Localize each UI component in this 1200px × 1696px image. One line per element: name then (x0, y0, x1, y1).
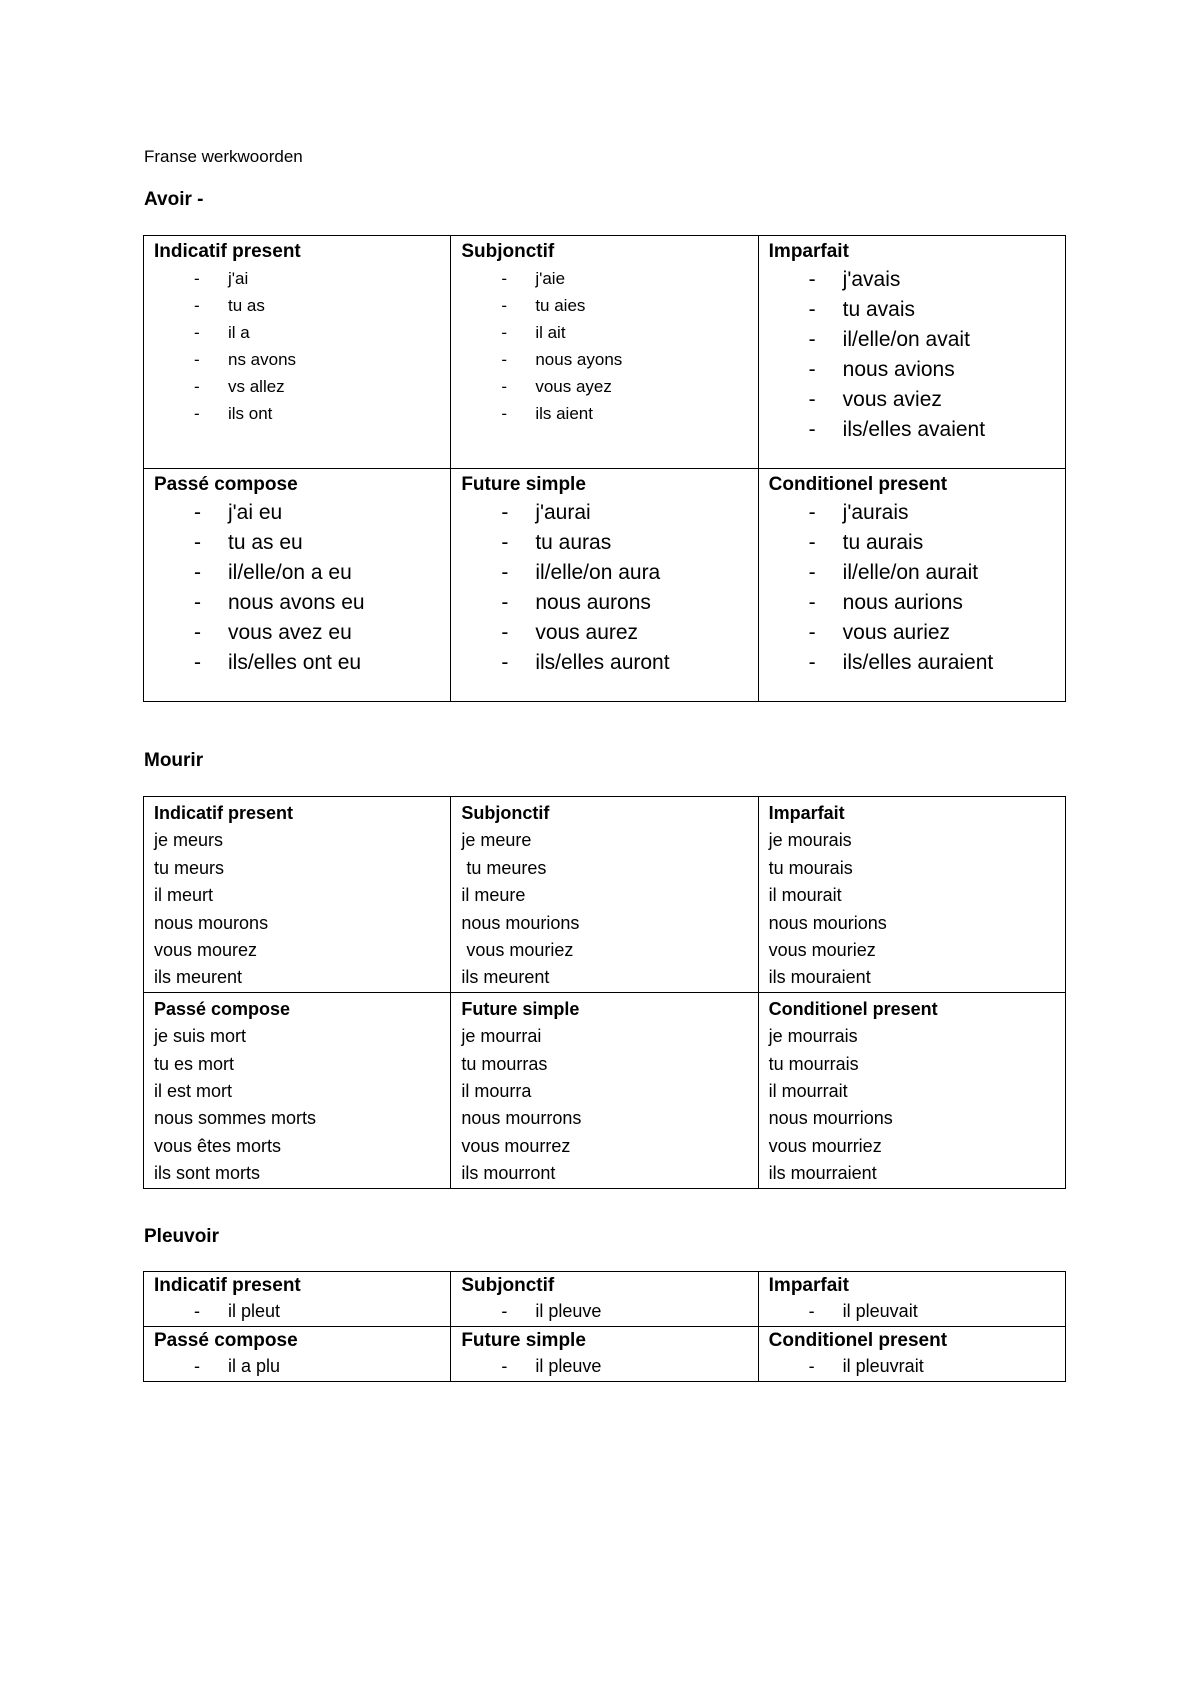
list-item: - tu aurais (769, 528, 1055, 558)
conjugation-list (769, 1353, 1055, 1379)
list-item: il mourrait (768, 1081, 848, 1102)
cell-mourir-subjonctif (451, 797, 758, 993)
list-item: nous mourrons (461, 1108, 582, 1129)
list-item: vous mourrez (461, 1135, 571, 1156)
list-item: vous mourez (154, 940, 258, 961)
tense-title: Indicatif present (154, 803, 294, 823)
heading-mourir: Mourir (144, 750, 204, 771)
list-item: je mourais (768, 830, 852, 851)
cell-pleuvoir-passe (144, 1327, 451, 1382)
tense-title: Subjonctif (461, 803, 550, 823)
list-item: - vous aurez (461, 618, 747, 648)
conjugation-list (461, 1353, 747, 1379)
list-item: il mourra (461, 1081, 532, 1102)
list-item: - ils/elles auront (461, 648, 747, 678)
conjugation-list (461, 1298, 747, 1324)
list-item: - il/elle/on aura (461, 558, 747, 588)
list-item: - il/elle/on aurait (769, 558, 1055, 588)
list-item: - vous avez eu (154, 618, 440, 648)
conjugation-list (154, 1353, 440, 1379)
list-item: - il a (154, 319, 440, 346)
cell-avoir-subjonctif (451, 236, 758, 469)
cell-pleuvoir-futur (451, 1327, 758, 1382)
list-item: nous mourions (461, 912, 580, 933)
tense-title: Imparfait (768, 1275, 849, 1296)
list-item: vous êtes morts (154, 1135, 282, 1156)
conjugation-list (461, 498, 747, 678)
cell-avoir-conditionnel (758, 469, 1065, 702)
table-avoir (143, 235, 1066, 702)
list-item: nous sommes morts (154, 1108, 317, 1129)
list-item: - il/elle/on a eu (154, 558, 440, 588)
cell-mourir-imparfait (758, 797, 1065, 993)
cell-pleuvoir-subjonctif (451, 1272, 758, 1327)
tense-title: Subjonctif (461, 1275, 555, 1296)
list-item: - ils/elles avaient (769, 415, 1055, 445)
list-item: nous mourions (768, 912, 887, 933)
list-item: - ils ont (154, 400, 440, 427)
list-item: - vs allez (154, 373, 440, 400)
list-item: - il pleuve (461, 1353, 747, 1379)
list-item: tu mourrais (768, 1053, 859, 1074)
list-item: - tu as eu (154, 528, 440, 558)
conjugation-list (769, 498, 1055, 678)
list-item: nous mourrions (768, 1108, 893, 1129)
list-item: - ils/elles auraient (769, 648, 1055, 678)
list-item: - nous avions (769, 355, 1055, 385)
heading-avoir: Avoir - (144, 189, 204, 210)
tense-title: Indicatif present (154, 241, 301, 262)
conjugation-list (154, 265, 440, 427)
conjugation-list (154, 498, 440, 678)
list-item: tu mourras (461, 1053, 548, 1074)
list-item: ils meurent (154, 967, 243, 988)
list-item: - nous aurons (461, 588, 747, 618)
list-item: - vous ayez (461, 373, 747, 400)
list-item: - il ait (461, 319, 747, 346)
conjugation-list (154, 1298, 440, 1324)
cell-pleuvoir-indicatif (144, 1272, 451, 1327)
list-item: ils mourraient (768, 1163, 877, 1184)
list-item: je mourrai (461, 1026, 542, 1047)
list-item: - vous auriez (769, 618, 1055, 648)
cell-mourir-indicatif (144, 797, 451, 993)
list-item: ils mourront (461, 1163, 556, 1184)
cell-avoir-indicatif (144, 236, 451, 469)
list-item: ils mouraient (768, 967, 871, 988)
list-item: vous mourriez (768, 1135, 882, 1156)
conjugation-list (769, 265, 1055, 445)
list-item: - il pleut (154, 1298, 440, 1324)
tense-title: Passé compose (154, 1330, 298, 1351)
cell-mourir-passe (144, 992, 451, 1188)
list-item: nous mourons (154, 912, 269, 933)
list-item: - j'aurais (769, 498, 1055, 528)
list-item: - vous aviez (769, 385, 1055, 415)
tense-title: Indicatif present (154, 1275, 301, 1296)
list-item: tu meurs (154, 857, 225, 878)
cell-mourir-futur (451, 992, 758, 1188)
tense-title: Future simple (461, 1330, 586, 1351)
conjugation-list (769, 1298, 1055, 1324)
cell-avoir-futur (451, 469, 758, 702)
list-item: - nous avons eu (154, 588, 440, 618)
list-item: - tu avais (769, 295, 1055, 325)
tense-title: Imparfait (768, 241, 849, 262)
tense-title: Future simple (461, 474, 586, 495)
list-item: - ils/elles ont eu (154, 648, 440, 678)
list-item: ils meurent (461, 967, 550, 988)
list-item: je mourrais (768, 1026, 858, 1047)
cell-mourir-conditionnel (758, 992, 1065, 1188)
list-item: il meure (461, 885, 526, 906)
list-item: - il a plu (154, 1353, 440, 1379)
table-mourir (143, 796, 1066, 1189)
tense-title: Conditionel present (768, 474, 948, 495)
list-item: vous mouriez (461, 940, 574, 961)
list-item: - ils aient (461, 400, 747, 427)
list-item: - nous ayons (461, 346, 747, 373)
list-item: - nous aurions (769, 588, 1055, 618)
list-item: je meure (461, 830, 532, 851)
list-item: - il pleuvait (769, 1298, 1055, 1324)
table-pleuvoir (143, 1271, 1066, 1382)
list-item: ils sont morts (154, 1163, 261, 1184)
list-item: il est mort (154, 1081, 233, 1102)
list-item: - j'avais (769, 265, 1055, 295)
cell-pleuvoir-imparfait (758, 1272, 1065, 1327)
tense-title: Passé compose (154, 474, 298, 495)
cell-avoir-passe (144, 469, 451, 702)
list-item: - il pleuvrait (769, 1353, 1055, 1379)
list-item: - il pleuve (461, 1298, 747, 1324)
list-item: - tu auras (461, 528, 747, 558)
cell-avoir-imparfait (758, 236, 1065, 469)
list-item: tu mourais (768, 857, 853, 878)
tense-title: Imparfait (768, 803, 845, 823)
list-item: je meurs (154, 830, 224, 851)
heading-pleuvoir: Pleuvoir (144, 1226, 219, 1247)
tense-title: Conditionel present (768, 1330, 948, 1351)
list-item: tu meures (461, 857, 547, 878)
list-item: il meurt (154, 885, 214, 906)
document-title: Franse werkwoorden (144, 147, 303, 166)
list-item: - ns avons (154, 346, 440, 373)
tense-title: Future simple (461, 998, 580, 1019)
list-item: il mourait (768, 885, 842, 906)
list-item: je suis mort (154, 1026, 247, 1047)
cell-pleuvoir-conditionnel (758, 1327, 1065, 1382)
list-item: - j'ai (154, 265, 440, 292)
list-item: vous mouriez (768, 940, 876, 961)
conjugation-list (461, 265, 747, 427)
list-item: - tu as (154, 292, 440, 319)
list-item: - j'aie (461, 265, 747, 292)
tense-title: Passé compose (154, 998, 291, 1019)
list-item: - il/elle/on avait (769, 325, 1055, 355)
tense-title: Subjonctif (461, 241, 555, 262)
tense-title: Conditionel present (768, 998, 938, 1019)
list-item: - tu aies (461, 292, 747, 319)
list-item: - j'ai eu (154, 498, 440, 528)
list-item: tu es mort (154, 1053, 235, 1074)
list-item: - j'aurai (461, 498, 747, 528)
